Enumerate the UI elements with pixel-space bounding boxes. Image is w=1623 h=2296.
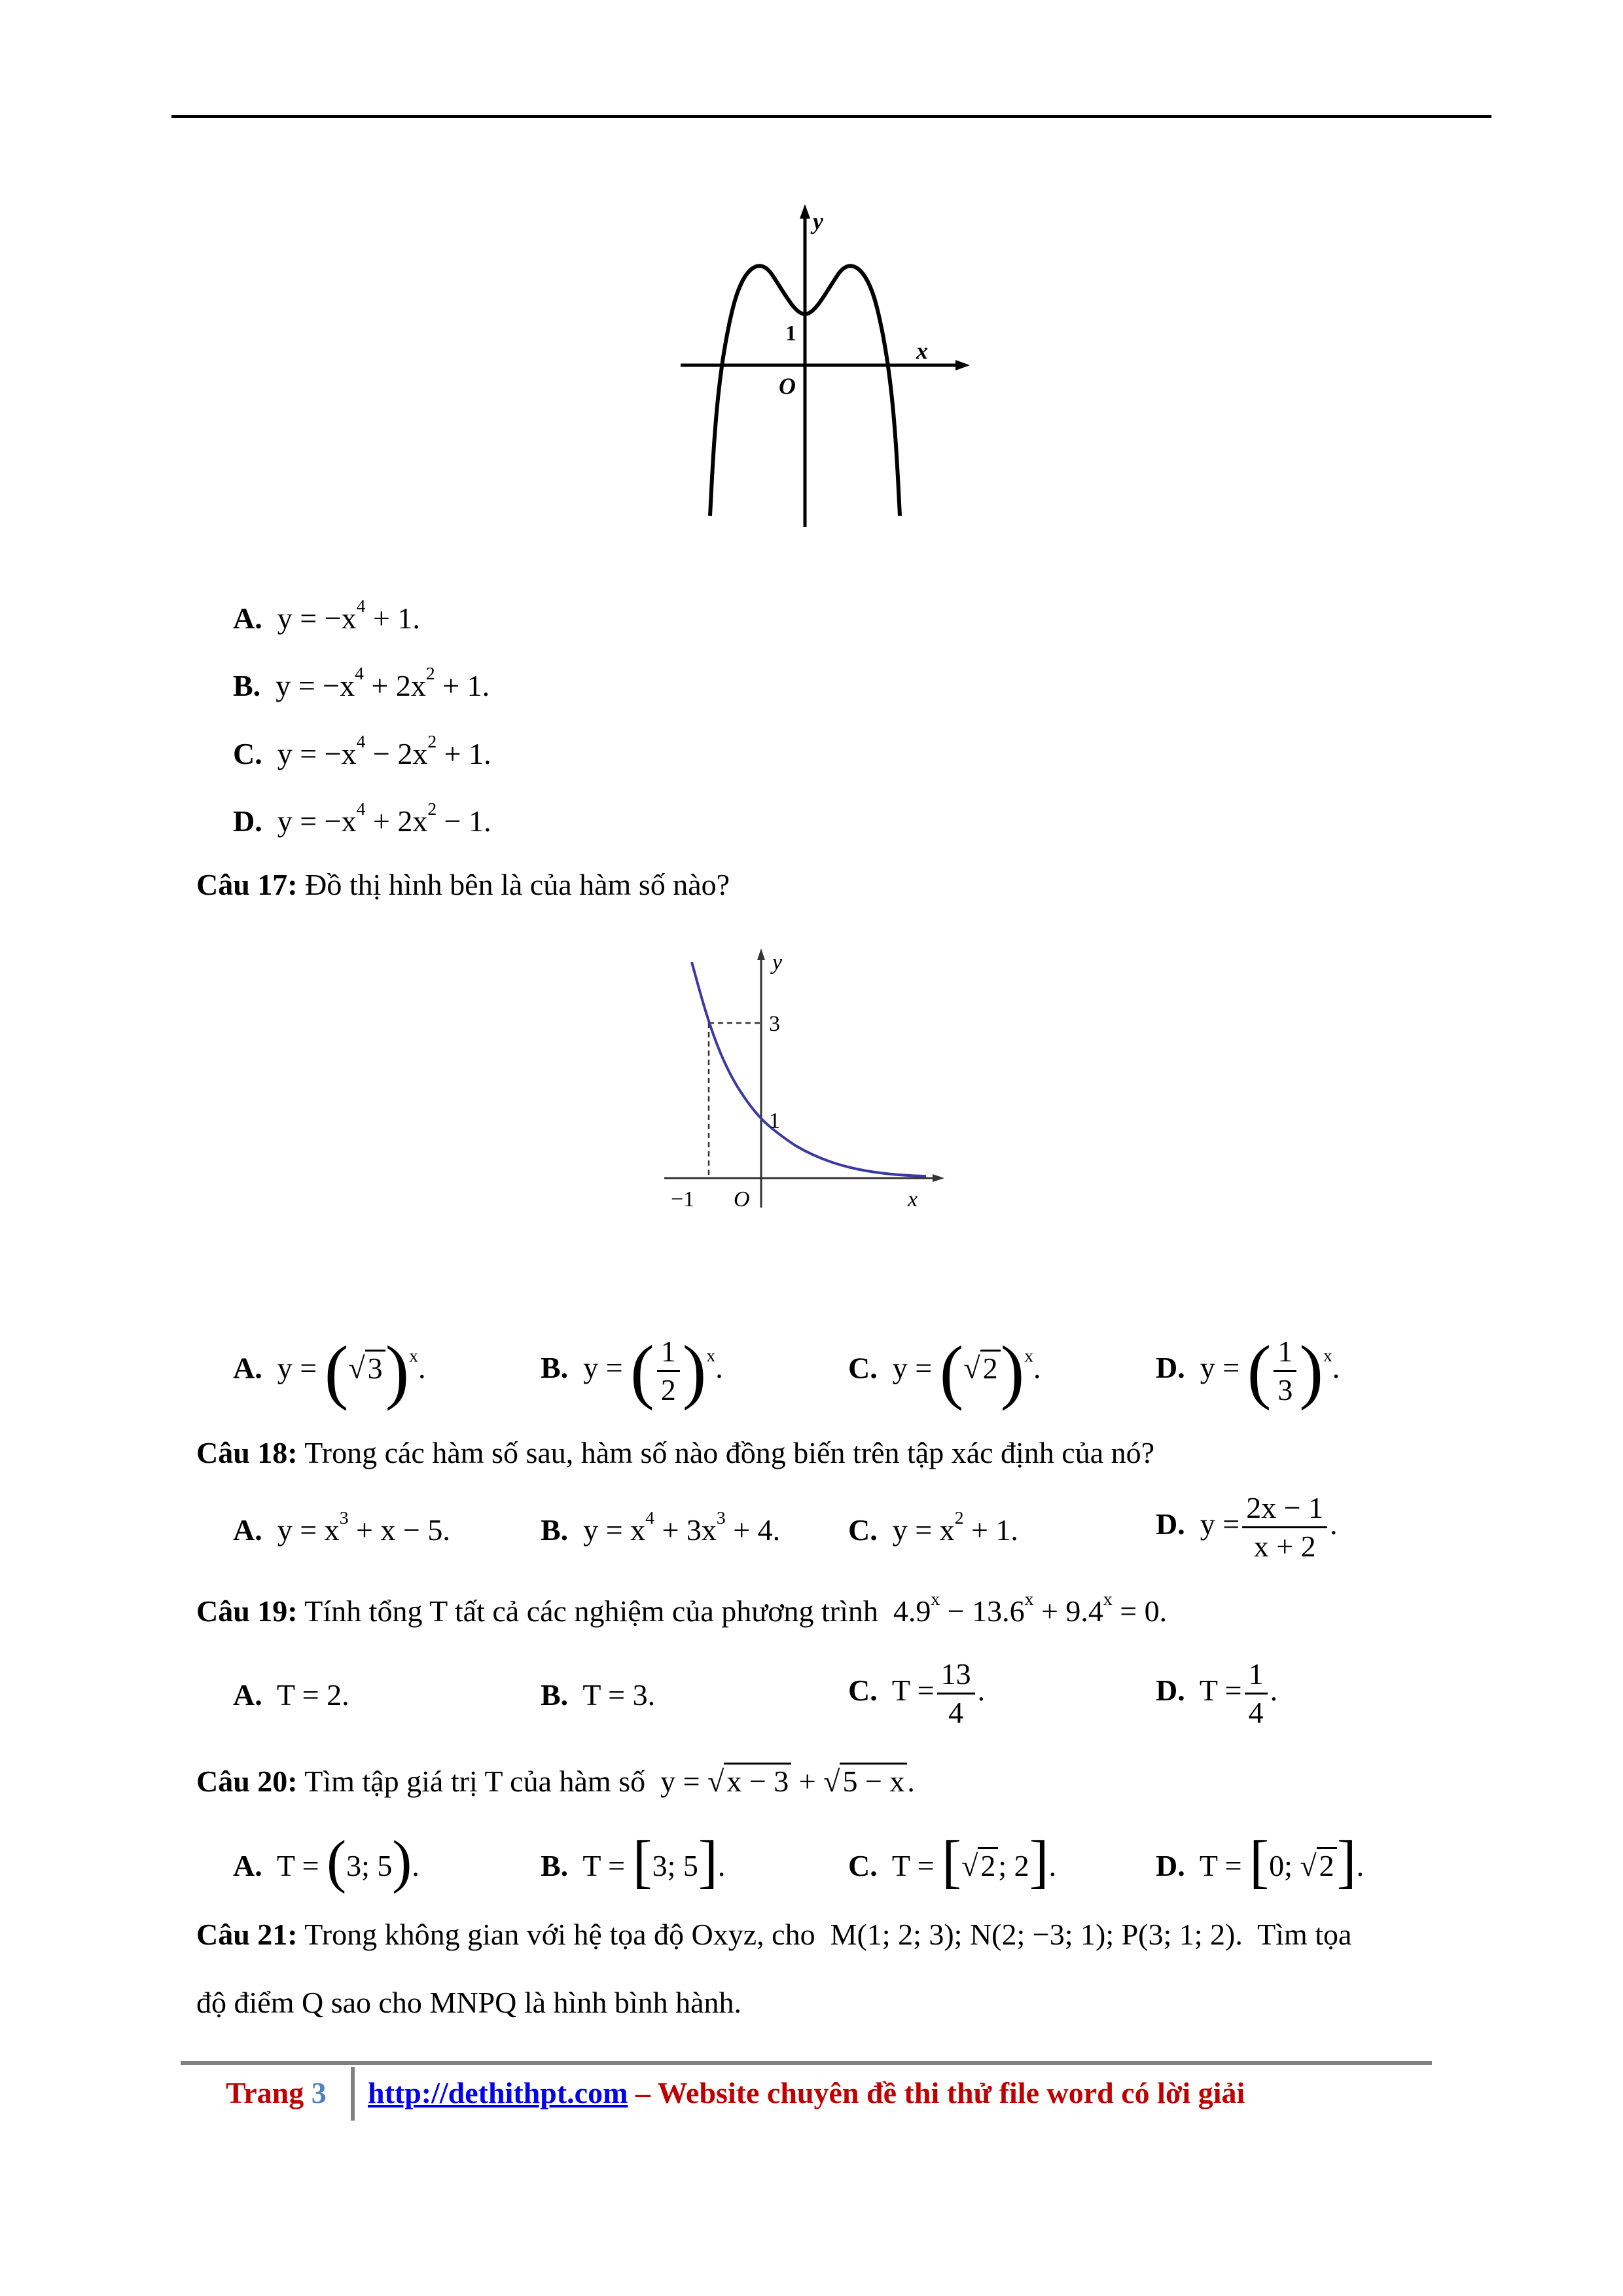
- q18-option-a: A. $y = x^3 + x - 5$.: [233, 1507, 450, 1547]
- footer-page: Trang 3: [226, 2076, 327, 2109]
- q20-option-d: D. T = [0; √2].: [1156, 1829, 1364, 1894]
- q16-option-d: D. $y = -x^4 + 2x^2 - 1$.: [233, 798, 491, 838]
- q18-option-d: D. y = $\frac{2x - 1}{x + 2}$ .: [1156, 1491, 1338, 1563]
- q17-curve: [692, 962, 926, 1176]
- option-label: B.: [233, 669, 261, 702]
- q16-x-label: x: [916, 338, 928, 364]
- q19-option-d: D. T = $\frac{1}{4}$ .: [1156, 1657, 1278, 1729]
- q18-question: [196, 1433, 1154, 1473]
- question-label: Câu 19:: [196, 1594, 298, 1628]
- q21-question-line1: Câu 21: Trong không gian với hệ tọa độ Oxyz, cho M(1; 2; 3); N(2; −3; 1); P(3; 1; 2). Tìm tọa: [196, 1918, 1352, 1951]
- q19-option-b: B. T = 3.: [541, 1678, 656, 1712]
- option-label: A.: [233, 601, 262, 635]
- q17-graph: [645, 946, 959, 1234]
- q19-question: Câu 19: Tính tổng T tất cả các nghiệm của phương trình $4.9^x - 13.6^x + 9.4^x = 0$.: [196, 1588, 1168, 1628]
- q21-question-line2: [196, 1983, 741, 2022]
- q17-x-arrow: [933, 1174, 944, 1182]
- q20-option-c: C. T = [√2; 2].: [848, 1829, 1057, 1894]
- q17-x-label: x: [908, 1187, 918, 1211]
- q16-option-a: A. $y = -x^4 + 1$.: [233, 596, 420, 635]
- q16-x-arrow: [955, 360, 970, 370]
- q19-option-c: C. T = $\frac{13}{4}$ .: [848, 1657, 986, 1729]
- q16-graph: [674, 203, 975, 537]
- q17-option-a: A. $y = (√3)^x$.: [233, 1331, 426, 1411]
- question-text: Đồ thị hình bên là của hàm số nào?: [305, 868, 730, 901]
- footer-tagline: – Website chuyên đề thi thử file word có lời giải: [628, 2076, 1245, 2109]
- q19-option-a: A. T = 2.: [233, 1678, 349, 1712]
- q16-option-c: C. $y = -x^4 - 2x^2 + 1$.: [233, 731, 491, 770]
- q18-option-b: B. $y = x^4 + 3x^3 + 4$.: [541, 1507, 781, 1547]
- q17-one-label: 1: [769, 1109, 780, 1133]
- footer-rule: [181, 2061, 1432, 2065]
- q17-origin-label: O: [734, 1187, 750, 1211]
- q20-option-a: A. T = (3; 5).: [233, 1829, 419, 1894]
- question-label: Câu 17:: [196, 868, 298, 901]
- q16-y-arrow: [800, 204, 810, 219]
- header-rule: [171, 115, 1491, 118]
- footer-separator: [351, 2067, 355, 2121]
- q18-option-c: C. $y = x^2 + 1$.: [848, 1507, 1018, 1547]
- q16-y-label: y: [813, 208, 823, 234]
- question-label: Câu 20:: [196, 1765, 298, 1798]
- page-number: 3: [311, 2076, 327, 2109]
- q17-option-b: B. y = ( $\frac{1}{2}$ )$^x$.: [541, 1331, 723, 1411]
- question-text: độ điểm Q sao cho MNPQ là hình bình hành.: [196, 1986, 742, 2019]
- question-label: Câu 21:: [196, 1918, 298, 1951]
- q17-y-label: y: [772, 950, 783, 975]
- question-text: Tính tổng T tất cả các nghiệm của phương trình: [304, 1594, 878, 1628]
- option-label: C.: [233, 737, 262, 770]
- q17-question: [196, 865, 730, 905]
- q16-one-label: 1: [785, 321, 796, 346]
- site-link[interactable]: http://dethithpt.com: [368, 2076, 628, 2109]
- q16-origin-label: O: [779, 373, 796, 399]
- q16-option-b: B. $y = -x^4 + 2x^2 + 1$.: [233, 663, 490, 702]
- q17-option-c: C. $y = (√2)^x$.: [848, 1331, 1041, 1411]
- q17-option-d: D. y = ( $\frac{1}{3}$ )$^x$.: [1156, 1331, 1340, 1411]
- question-text: Tìm tập giá trị T của hàm số: [304, 1765, 646, 1798]
- q17-neg-one-label: −1: [671, 1187, 695, 1211]
- q20-question: Câu 20: Tìm tập giá trị T của hàm số y = √x − 3 + √5 − x.: [196, 1762, 915, 1801]
- footer-site: [368, 2073, 1245, 2113]
- question-text: Trong không gian với hệ tọa độ Oxyz, cho: [304, 1918, 815, 1951]
- q17-three-label: 3: [769, 1012, 780, 1036]
- q20-option-b: B. T = [3; 5].: [541, 1829, 726, 1894]
- question-text: Trong các hàm số sau, hàm số nào đồng biến trên tập xác định của nó?: [304, 1436, 1155, 1469]
- option-label: D.: [233, 804, 262, 838]
- q17-y-arrow: [757, 948, 765, 960]
- question-label: Câu 18:: [196, 1436, 298, 1469]
